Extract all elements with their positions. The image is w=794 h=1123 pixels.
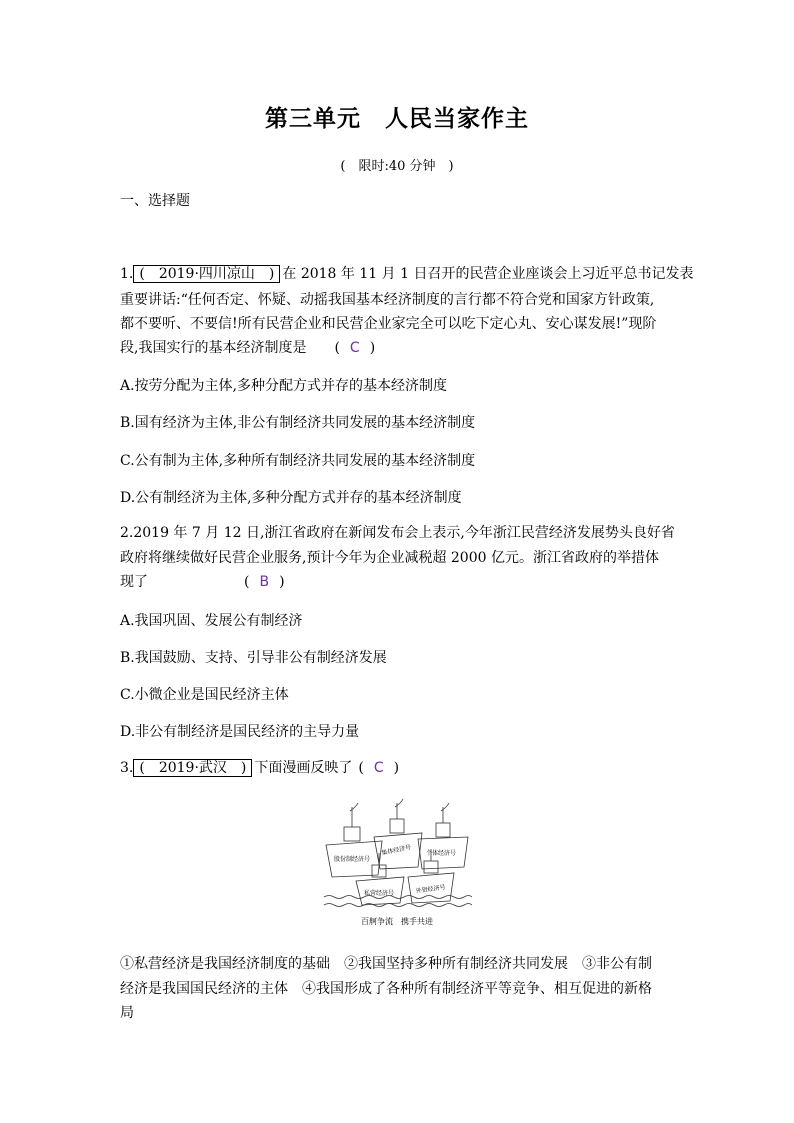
q2-option-d: D.非公有制经济是国民经济的主导力量 xyxy=(120,724,360,740)
q1-source-tag: ( 2019·四川凉山 ) xyxy=(133,265,280,283)
q3-statements-3: 局 xyxy=(120,1005,134,1021)
q2-answer: B xyxy=(259,574,270,590)
q1-answer: C xyxy=(349,340,360,356)
page-title: 第三单元 人民当家作主 xyxy=(265,105,529,132)
q1-line-1 xyxy=(120,265,693,283)
q2-stem-3: 现了 ( B ) xyxy=(120,574,285,590)
ship-label-5: 外资经济号 xyxy=(415,883,447,895)
q2-stem-1: 2.2019 年 7 月 12 日,浙江省政府在新闻发布会上表示,今年浙江民营经济发展势头良好省 xyxy=(120,525,675,541)
q3-number: 3. xyxy=(120,760,134,776)
q1-option-b: B.国有经济为主体,非公有制经济共同发展的基本经济制度 xyxy=(120,415,476,431)
ship-label-4: 私营经济号 xyxy=(364,890,395,897)
q2-option-b: B.我国鼓励、支持、引导非公有制经济发展 xyxy=(120,650,387,666)
q2-stem-2: 政府将继续做好民营企业服务,预计今年为企业减税超 2000 亿元。浙江省政府的举措体 xyxy=(120,550,659,566)
ship-label-2: 集体经济号 xyxy=(380,843,412,857)
q1-option-a: A.按劳分配为主体,多种分配方式并存的基本经济制度 xyxy=(120,378,448,394)
time-limit: ( 限时:40 分钟 ) xyxy=(340,159,454,174)
q1-stem-3: 都不要听、不要信!所有民营企业和民营企业家完全可以吃下定心丸、安心谋发展!”现阶 xyxy=(120,316,657,332)
ship-label-3: 个体经济号 xyxy=(426,850,457,857)
q3-statements-2: 经济是我国国民经济的主体 ④我国形成了各种所有制经济平等竞争、相互促进的新格 xyxy=(120,981,652,997)
q1-number: 1. xyxy=(120,266,134,282)
q2-option-a: A.我国巩固、发展公有制经济 xyxy=(120,613,303,629)
q1-option-d: D.公有制经济为主体,多种分配方式并存的基本经济制度 xyxy=(120,490,462,506)
q3-answer: C xyxy=(373,760,384,776)
q3-stem: 下面漫画反映了 xyxy=(254,760,353,776)
cartoon-caption: 百舸争流 携手共进 xyxy=(361,917,433,926)
q3-line-1: 3. ( 2019·武汉 ) 下面漫画反映了 ( C ) xyxy=(120,760,400,776)
q1-stem-4: 段,我国实行的基本经济制度是 ( C ) xyxy=(120,340,376,356)
cartoon-image xyxy=(322,797,472,932)
q3-statements-1: ①私营经济是我国经济制度的基础 ②我国坚持多种所有制经济共同发展 ③非公有制 xyxy=(120,956,652,972)
q2-option-c: C.小微企业是国民经济主体 xyxy=(120,687,289,703)
ship-label-1: 股份制经济号 xyxy=(334,856,371,863)
q1-option-c: C.公有制为主体,多种所有制经济共同发展的基本经济制度 xyxy=(120,453,476,469)
section-heading: 一、选择题 xyxy=(120,193,190,209)
q3-source-tag: ( 2019·武汉 ) xyxy=(133,759,252,777)
q1-stem-1: 在 2018 年 11 月 1 日召开的民营企业座谈会上习近平总书记发表 xyxy=(282,266,694,282)
q1-stem-2: 重要讲话:“任何否定、怀疑、动摇我国基本经济制度的言行都不符合党和国家方针政策, xyxy=(120,292,655,308)
